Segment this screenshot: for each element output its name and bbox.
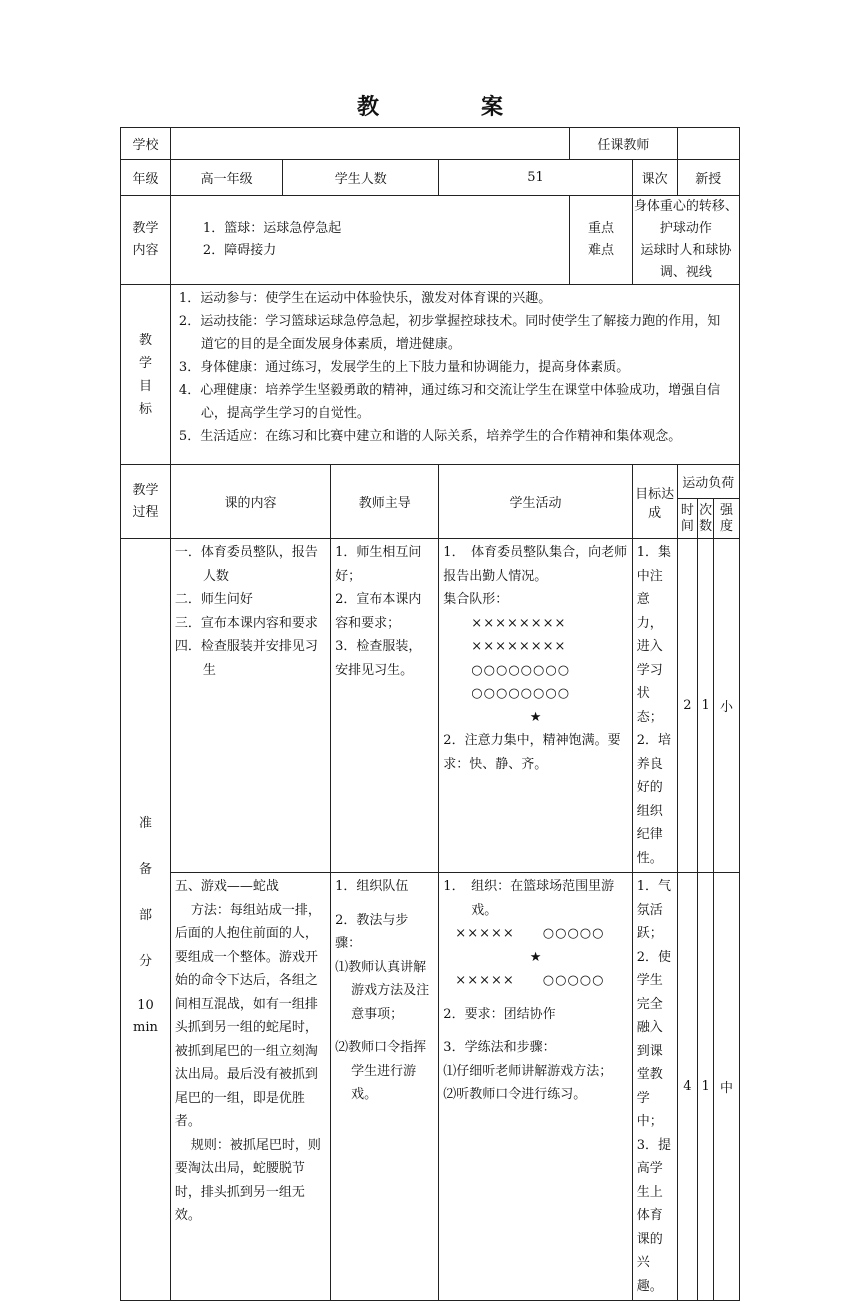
content-label: 教学 内容 (121, 196, 171, 285)
page-title: 教 案 (356, 94, 543, 120)
content-line: 四．检查服装并安排见习生 (174, 639, 318, 678)
formation-row: ○○○○○○○○ (471, 686, 571, 701)
student-line: 1． 组织：在篮球场范围里游戏。 (443, 879, 615, 918)
formation-row: ××××× ○○○○○ (455, 973, 605, 988)
school-value (170, 128, 569, 160)
goals-label: 教 学 目 标 (121, 285, 171, 465)
block2-student (439, 873, 632, 1301)
block1-intensity: 小 (713, 539, 739, 873)
header-student: 学生活动 (439, 465, 632, 539)
goals-row (121, 285, 740, 465)
header-goal: 目标达成 (632, 465, 677, 539)
prep-block-1 (121, 539, 740, 873)
goal-line: 1．气氛活跃； (636, 879, 672, 941)
content-items (170, 196, 569, 285)
formation-row: ×××××××× (471, 639, 567, 654)
section-label: 准 备 部 分 10 min (121, 539, 171, 1301)
block1-content (170, 539, 330, 873)
student-line: ⑴仔细听老师讲解游戏方法； (443, 1063, 613, 1079)
key-diff-values (632, 196, 739, 285)
formation-label: 集合队形： (443, 592, 509, 607)
teacher-line: 2．宣布本课内容和要求； (335, 592, 422, 631)
formation-row: ××××× ○○○○○ (455, 926, 605, 941)
teacher-line: 2．教法与步骤： (335, 912, 409, 951)
goal-line: 1．集中注意力，进入学习状态； (636, 545, 672, 725)
school-label: 学校 (121, 128, 171, 160)
student-line: 2．要求：团结协作 (443, 1006, 556, 1022)
goal-item: 2．运动技能：学习篮球运球急停急起，初步掌握控球技术。同时使学生了解接力跑的作用，知道它的目的是全面发展身体素质，增进健康。 (178, 314, 721, 352)
teacher-star-icon: ★ (529, 949, 542, 965)
teacher-line: 3．检查服装，安排见习生。 (335, 639, 422, 678)
goal-item: 4．心理健康：培养学生坚毅勇敢的精神，通过练习和交流让学生在课堂中体验成功，增强自信心，提高学生学习的自觉性。 (178, 383, 721, 421)
teacher-label: 任课教师 (570, 128, 677, 160)
teacher-value (677, 128, 740, 160)
header-content: 课的内容 (170, 465, 330, 539)
block1-teacher (331, 539, 439, 873)
teacher-line: ⑴教师认真讲解游戏方法及注意事项； (335, 959, 430, 1022)
difficulty: 运球时人和球协调、视线 (640, 243, 732, 280)
formation-row: ○○○○○○○○ (471, 662, 571, 678)
goals-list (170, 285, 739, 465)
formation-row: ×××××××× (471, 615, 567, 631)
key-diff-label: 重点 难点 (570, 196, 632, 285)
block2-intensity: 中 (713, 873, 739, 1301)
block2-time: 4 (677, 873, 698, 1301)
lesson-label: 课次 (632, 160, 677, 196)
content-line: 一．体育委员整队，报告人数 (174, 545, 318, 584)
school-row (121, 128, 740, 160)
game-rules: 规则：被抓尾巴时，则要淘汰出局，蛇腰脱节时，排头抓到另一组无效。 (174, 1137, 321, 1223)
game-title: 五、游戏——蛇战 (174, 879, 279, 894)
formation-diagram (443, 612, 627, 706)
students-label: 学生人数 (283, 160, 439, 196)
teacher-star-icon: ★ (529, 709, 542, 725)
goal-line: 2．培养良好的组织纪律性。 (636, 733, 672, 866)
student-line: 3．学练法和步骤： (443, 1040, 556, 1055)
content-item: 1．篮球：运球急停急起 (202, 221, 342, 236)
goal-line: 2．使学生完全融入到课堂教学中； (636, 949, 672, 1129)
block1-time: 2 (677, 539, 698, 873)
block2-content (170, 873, 330, 1301)
content-line: 三．宣布本课内容和要求 (174, 615, 318, 631)
goal-line: 3．提高学生上体育课的兴趣。 (636, 1137, 672, 1294)
prep-block-2 (121, 873, 740, 1301)
block2-goal (632, 873, 677, 1301)
header-load: 运动负荷 (677, 465, 740, 499)
block1-goal (632, 539, 677, 873)
section-duration: 10 min (133, 997, 158, 1035)
grade-label: 年级 (121, 160, 171, 196)
header-time: 时 间 (677, 499, 698, 539)
header-intensity: 强 度 (713, 499, 739, 539)
goal-item: 1．运动参与：使学生在运动中体验快乐，激发对体育课的兴趣。 (178, 291, 552, 306)
student-line: ⑵听教师口令进行练习。 (443, 1087, 587, 1102)
key-point: 身体重心的转移、护球动作 (633, 199, 738, 236)
lesson-value: 新授 (677, 160, 740, 196)
header-count: 次 数 (698, 499, 714, 539)
teacher-line: 1．师生相互问好； (335, 545, 422, 584)
lesson-plan-table (120, 127, 740, 1301)
grade-value: 高一年级 (170, 160, 282, 196)
teacher-line: ⑵教师口令指挥学生进行游戏。 (335, 1040, 427, 1102)
students-value: 51 (439, 160, 632, 196)
grade-row (121, 160, 740, 196)
process-header-row (121, 465, 740, 499)
block2-teacher (331, 873, 439, 1301)
content-line: 二．师生问好 (174, 592, 253, 607)
student-line: 2．注意力集中，精神饱满。要求：快、静、齐。 (443, 733, 621, 772)
process-label: 教学 过程 (121, 465, 171, 539)
content-row (121, 196, 740, 285)
block1-student (439, 539, 632, 873)
block1-count: 1 (698, 539, 714, 873)
student-line: 1． 体育委员整队集合，向老师报告出勤人情况。 (443, 545, 628, 584)
content-item: 2．障碍接力 (202, 243, 277, 258)
goal-item: 3．身体健康：通过练习，发展学生的上下肢力量和协调能力，提高身体素质。 (178, 360, 630, 375)
header-teacher: 教师主导 (331, 465, 439, 539)
goal-item: 5．生活适应：在练习和比赛中建立和谐的人际关系，培养学生的合作精神和集体观念。 (178, 429, 682, 444)
block2-count: 1 (698, 873, 714, 1301)
teacher-line: 1．组织队伍 (335, 879, 409, 894)
game-method: 方法：每组站成一排，后面的人抱住前面的人，要组成一个整体。游戏开始的命令下达后，各组之间相互混战，如有一组排头抓到另一组的蛇尾时，被抓到尾巴的一组立刻淘汰出局。最后没有被抓到尾巴的一组，即是优胜者。 (174, 902, 321, 1129)
